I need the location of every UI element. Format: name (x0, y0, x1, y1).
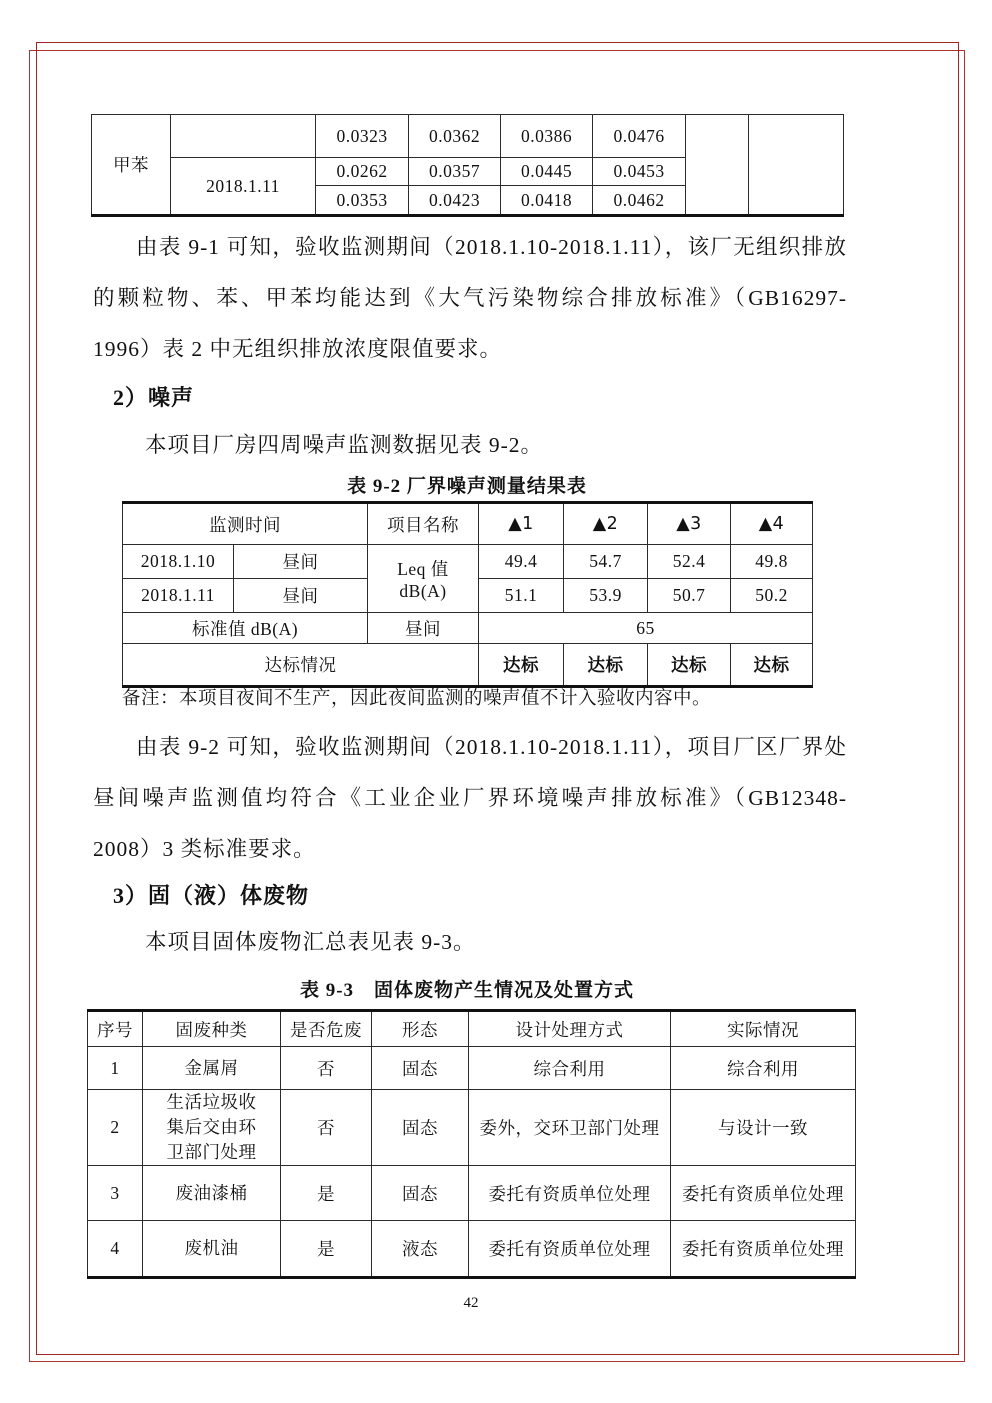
data-cell: 0.0362 (409, 115, 501, 158)
empty-date-cell (171, 115, 316, 158)
table-row (88, 1166, 856, 1221)
noise-table (122, 501, 813, 688)
data-cell: 50.2 (731, 579, 813, 613)
hazard-cell: 否 (281, 1090, 372, 1166)
hazard-cell: 是 (281, 1221, 372, 1278)
form-cell: 固态 (372, 1047, 469, 1090)
hazard-cell: 否 (281, 1047, 372, 1090)
waste-intro-text: 本项目固体废物汇总表见表 9-3。 (145, 930, 476, 954)
paragraph-noise-conclusion: 由表 9-2 可知，验收监测期间（2018.1.10-2018.1.11），项目厂区厂界处昼间噪声监测值均符合《工业企业厂界环境噪声排放标准》（GB12348-2008）3 类标准要求。 (93, 735, 847, 861)
data-cell: 52.4 (648, 545, 731, 579)
data-cell: 54.7 (564, 545, 648, 579)
column-header-point-1: ▲1 (479, 503, 564, 545)
standard-label-cell: 标准值 dB(A) (123, 613, 368, 644)
table-row (88, 1047, 856, 1090)
empty-cell (686, 115, 749, 216)
form-cell: 固态 (372, 1090, 469, 1166)
result-cell: 达标 (731, 644, 813, 687)
item-label-line1: Leq 值 (397, 558, 449, 579)
standard-period-cell: 昼间 (368, 613, 479, 644)
index-cell: 2 (88, 1090, 143, 1166)
table-header-row (88, 1011, 856, 1047)
date-cell: 2018.1.11 (171, 158, 316, 216)
index-cell: 1 (88, 1047, 143, 1090)
table-header-row (123, 503, 813, 545)
column-header-point-2: ▲2 (564, 503, 648, 545)
waste-kind-cell: 废机油 (143, 1221, 281, 1278)
data-cell: 0.0423 (409, 186, 501, 216)
column-header: 设计处理方式 (469, 1011, 671, 1047)
data-cell: 0.0357 (409, 158, 501, 186)
section-heading-solid-waste: 3）固（液）体废物 (113, 883, 310, 908)
result-cell: 达标 (564, 644, 648, 687)
noise-table-caption: 表 9-2 厂界噪声测量结果表 (347, 476, 587, 497)
design-cell: 委托有资质单位处理 (469, 1221, 671, 1278)
index-cell: 3 (88, 1166, 143, 1221)
column-header: 固废种类 (143, 1011, 281, 1047)
waste-kind-cell: 废油漆桶 (143, 1166, 281, 1221)
data-cell: 0.0418 (501, 186, 593, 216)
column-header: 实际情况 (671, 1011, 856, 1047)
column-header-point-3: ▲3 (648, 503, 731, 545)
result-cell: 达标 (648, 644, 731, 687)
data-cell: 0.0453 (593, 158, 686, 186)
design-cell: 委外，交环卫部门处理 (469, 1090, 671, 1166)
waste-kind-cell: 生活垃圾收集后交由环卫部门处理 (143, 1090, 281, 1166)
date-cell: 2018.1.11 (123, 579, 234, 613)
design-cell: 委托有资质单位处理 (469, 1166, 671, 1221)
data-cell: 0.0353 (316, 186, 409, 216)
noise-intro-text: 本项目厂房四周噪声监测数据见表 9-2。 (145, 433, 544, 457)
waste-kind-cell: 金属屑 (143, 1047, 281, 1090)
form-cell: 液态 (372, 1221, 469, 1278)
period-cell: 昼间 (234, 545, 368, 579)
data-cell: 0.0323 (316, 115, 409, 158)
data-cell: 0.0476 (593, 115, 686, 158)
item-cell (368, 545, 479, 613)
column-header: 形态 (372, 1011, 469, 1047)
substance-cell: 甲苯 (92, 115, 171, 216)
table-row (123, 545, 813, 579)
design-cell: 综合利用 (469, 1047, 671, 1090)
data-cell: 49.4 (479, 545, 564, 579)
waste-table-caption: 表 9-3 固体废物产生情况及处置方式 (299, 980, 635, 1001)
page-number: 42 (463, 1295, 479, 1311)
data-cell: 53.9 (564, 579, 648, 613)
data-cell: 0.0262 (316, 158, 409, 186)
section-heading-noise: 2）噪声 (113, 385, 195, 410)
data-cell: 49.8 (731, 545, 813, 579)
column-header: 序号 (88, 1011, 143, 1047)
column-header-item: 项目名称 (368, 503, 479, 545)
column-header-time: 监测时间 (123, 503, 368, 545)
index-cell: 4 (88, 1221, 143, 1278)
item-label-line2: dB(A) (399, 580, 447, 601)
waste-table (87, 1009, 856, 1279)
table-row (123, 613, 813, 644)
actual-cell: 综合利用 (671, 1047, 856, 1090)
date-cell: 2018.1.10 (123, 545, 234, 579)
data-cell: 50.7 (648, 579, 731, 613)
table-row (88, 1221, 856, 1278)
column-header-point-4: ▲4 (731, 503, 813, 545)
actual-cell: 委托有资质单位处理 (671, 1221, 856, 1278)
data-cell: 51.1 (479, 579, 564, 613)
data-cell: 0.0386 (501, 115, 593, 158)
standard-value-cell: 65 (479, 613, 813, 644)
table-row (123, 644, 813, 687)
table-row (88, 1090, 856, 1166)
data-cell: 0.0462 (593, 186, 686, 216)
actual-cell: 委托有资质单位处理 (671, 1166, 856, 1221)
hazard-cell: 是 (281, 1166, 372, 1221)
paragraph-air-conclusion: 由表 9-1 可知，验收监测期间（2018.1.10-2018.1.11），该厂无组织排放的颗粒物、苯、甲苯均能达到《大气污染物综合排放标准》（GB16297-1996）表 2 中无组织排放浓度限值要求。 (93, 235, 847, 361)
form-cell: 固态 (372, 1166, 469, 1221)
actual-cell: 与设计一致 (671, 1090, 856, 1166)
result-cell: 达标 (479, 644, 564, 687)
noise-table-note: 备注：本项目夜间不生产，因此夜间监测的噪声值不计入验收内容中。 (122, 689, 712, 709)
table-row (92, 115, 844, 158)
result-label-cell: 达标情况 (123, 644, 479, 687)
period-cell: 昼间 (234, 579, 368, 613)
column-header: 是否危废 (281, 1011, 372, 1047)
data-cell: 0.0445 (501, 158, 593, 186)
empty-cell (749, 115, 844, 216)
air-monitoring-table (91, 114, 844, 217)
